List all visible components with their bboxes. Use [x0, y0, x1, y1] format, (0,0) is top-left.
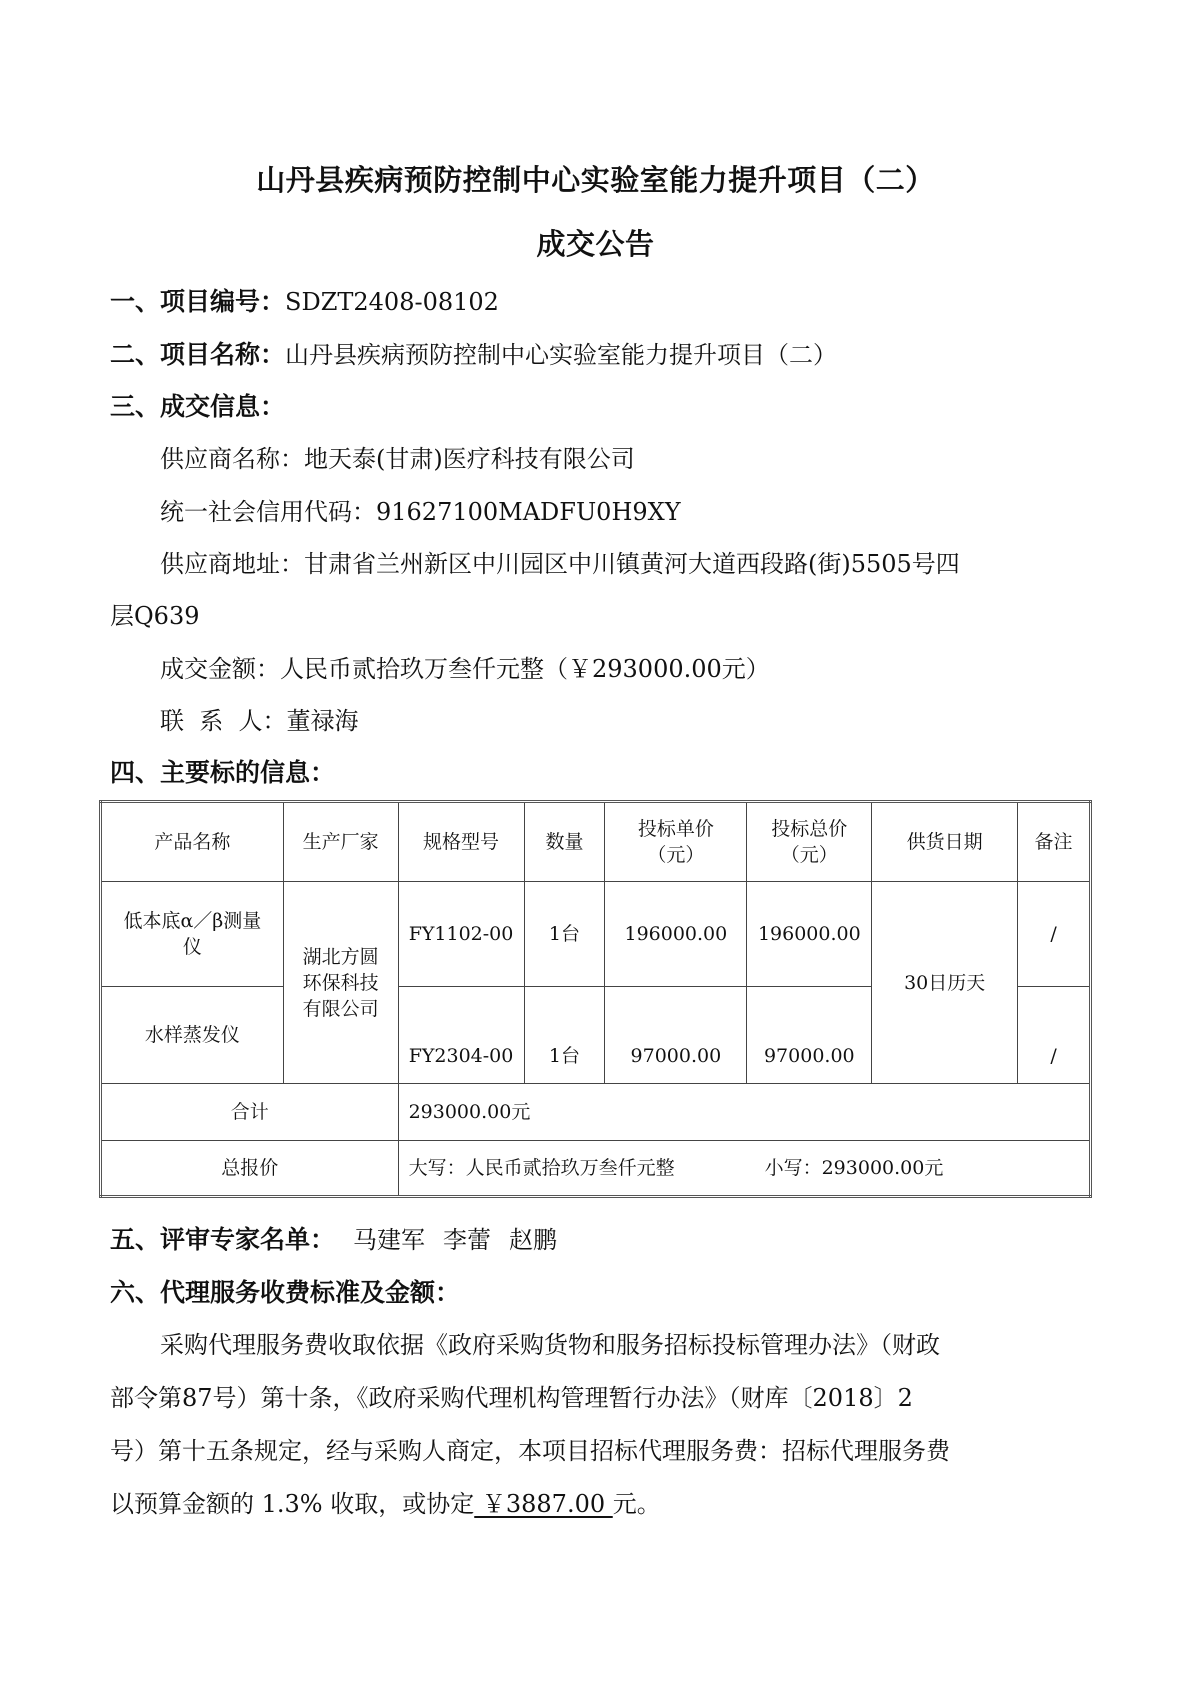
- table-total-row: [101, 1141, 1091, 1197]
- table-subtotal-row: [101, 1084, 1091, 1141]
- table-row: [101, 882, 1091, 987]
- section-deal-info: [110, 392, 285, 422]
- cell-model: FY2304-00: [398, 987, 524, 1084]
- cell-product: 低本底α／β测量仪: [101, 882, 284, 987]
- cell-unit-price: 196000.00: [605, 882, 747, 987]
- cell-total-price: 97000.00: [747, 987, 872, 1084]
- header-unit-price: [605, 802, 747, 882]
- credit-code: 统一社会信用代码：91627100MADFU0H9XY: [160, 498, 681, 526]
- header-unit-price-l1: 投标单价: [637, 818, 714, 840]
- section-heading: 三、成交信息：: [110, 392, 286, 421]
- section-experts: [110, 1225, 557, 1255]
- fee-paragraph-line: 部令第87号）第十条，《政府采购代理机构管理暂行办法》（财库〔2018〕2: [110, 1384, 913, 1412]
- deal-amount: 成交金额：人民币贰拾玖万叁仟元整（￥293000.00元）: [160, 655, 770, 683]
- header-delivery: 供货日期: [872, 802, 1018, 882]
- cell-unit-price: 97000.00: [605, 987, 747, 1084]
- total-upper: 大写：人民币贰拾玖万叁仟元整: [408, 1157, 675, 1179]
- section-agency-fee: [110, 1278, 460, 1308]
- header-manufacturer: 生产厂家: [283, 802, 398, 882]
- table-header-row: [101, 802, 1091, 882]
- project-name: 山丹县疾病预防控制中心实验室能力提升项目（二）: [285, 341, 838, 369]
- header-remark: 备注: [1018, 802, 1091, 882]
- expert-name: 马建军: [353, 1226, 426, 1254]
- fee-paragraph-line: [110, 1489, 661, 1519]
- cell-quantity: 1台: [524, 987, 605, 1084]
- header-product: 产品名称: [101, 802, 284, 882]
- header-total-price: [747, 802, 872, 882]
- cell-total-price: 196000.00: [747, 882, 872, 987]
- supplier-address-cont: 层Q639: [110, 602, 200, 630]
- project-number: SDZT2408-08102: [285, 288, 499, 316]
- header-total-price-l1: 投标总价: [771, 818, 848, 840]
- cell-remark: /: [1018, 987, 1091, 1084]
- total-lower: 小写：293000.00元: [764, 1157, 944, 1179]
- section-heading: 五、评审专家名单：: [110, 1225, 336, 1254]
- cell-product: 水样蒸发仪: [101, 987, 284, 1084]
- section-project-name: [110, 340, 837, 370]
- expert-name: 李蕾: [443, 1226, 492, 1254]
- section-heading: 四、主要标的信息：: [110, 758, 336, 787]
- total-value: [398, 1141, 1090, 1197]
- section-heading: 二、项目名称：: [110, 340, 286, 369]
- header-unit-price-l2: （元）: [647, 844, 705, 866]
- supplier-address: 供应商地址：甘肃省兰州新区中川园区中川镇黄河大道西段路(街)5505号四: [160, 550, 960, 578]
- contact-person: 联 系 人：董禄海: [160, 707, 359, 735]
- subtotal-value: 293000.00元: [398, 1084, 1090, 1141]
- fee-text: 以预算金额的 1.3% 收取，或协定: [110, 1490, 475, 1518]
- section-heading: 一、项目编号：: [110, 287, 286, 316]
- fee-paragraph-line: 号）第十五条规定，经与采购人商定，本项目招标代理服务费：招标代理服务费: [110, 1437, 950, 1465]
- header-total-price-l2: （元）: [780, 844, 838, 866]
- document-subtitle: 成交公告: [536, 227, 655, 261]
- section-project-number: [110, 287, 499, 317]
- cell-model: FY1102-00: [398, 882, 524, 987]
- document-title: 山丹县疾病预防控制中心实验室能力提升项目（二）: [256, 163, 935, 197]
- subtotal-label: 合计: [101, 1084, 399, 1141]
- fee-paragraph-line: 采购代理服务费收取依据《政府采购货物和服务招标投标管理办法》（财政: [160, 1331, 940, 1359]
- cell-delivery: 30日历天: [872, 882, 1018, 1084]
- header-quantity: 数量: [524, 802, 605, 882]
- section-items-info: [110, 758, 335, 788]
- cell-remark: /: [1018, 882, 1091, 987]
- total-label: 总报价: [101, 1141, 399, 1197]
- items-table: [99, 800, 1092, 1198]
- header-model: 规格型号: [398, 802, 524, 882]
- section-heading: 六、代理服务收费标准及金额：: [110, 1278, 461, 1307]
- supplier-name: 供应商名称：地天泰(甘肃)医疗科技有限公司: [160, 445, 635, 473]
- expert-name: 赵鹏: [509, 1226, 558, 1254]
- fee-amount: ￥3887.00: [474, 1490, 613, 1518]
- cell-manufacturer: 湖北方圆环保科技有限公司: [283, 882, 398, 1084]
- cell-quantity: 1台: [524, 882, 605, 987]
- fee-suffix: 元。: [612, 1490, 661, 1518]
